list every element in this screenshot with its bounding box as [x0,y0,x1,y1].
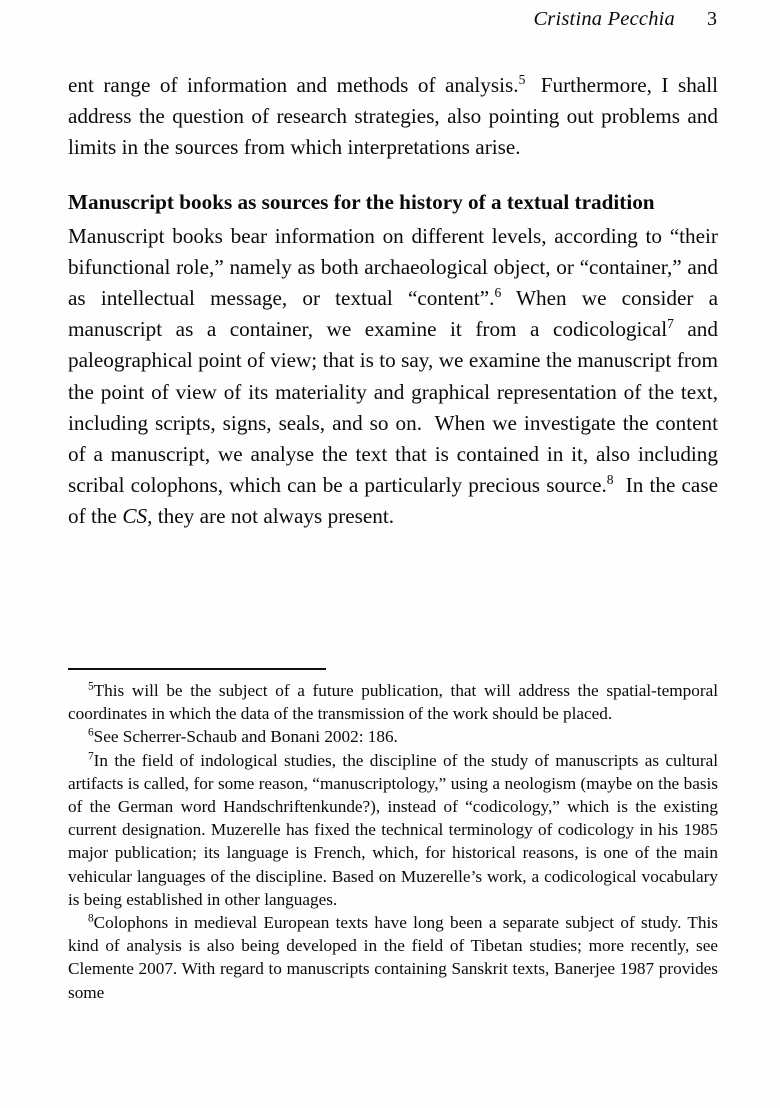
paragraph-2-part-6: , they are not always present. [147,504,395,529]
paragraph-1-part-2: Furthermore, I shall address the question of research strategies, also pointing out problems and limits in the sources from which interpretations arise. [68,73,718,160]
footnote-6-text: See Scherrer-Schaub and Bonani 2002: 186. [93,727,398,747]
footnote-6 [68,725,718,748]
footnote-mark-5: 5 [88,680,94,693]
running-head [68,8,717,38]
work-abbreviation-cs: CS [122,504,148,529]
paragraph-2-part-1: Manuscript books bear information on different levels, according to “their bifunctional role,” namely as both archaeological object, or “container,” and as intellectual message, or textual “content”. [68,223,718,311]
footnote-reference-7[interactable]: 7 [667,316,674,332]
footnote-7 [68,749,718,911]
footnote-area [68,679,718,1004]
section-heading: Manuscript books as sources for the history of a textual tradition [68,189,655,214]
footnote-reference-8[interactable]: 8 [606,472,614,488]
footnote-7-text: In the field of indological studies, the discipline of the study of manuscripts as cultural artifacts is called, for some reason, “manuscriptology,” using a neologism (maybe on the basis of the German word Handschriftenkunde?), instead of “codicology,” which is the existing current designation. Muzerelle has fixed the technical terminology of codicology in his 1985 major publication; its language is French, which, for historical reasons, is one of the main vehicular languages of the discipline. Based on Muzerelle’s work, a codicological vocabulary is being established in other languages. [68,750,718,909]
paragraph-2-part-4: When we investigate the content of a manuscript, we analyse the text that is contained in it, also including scribal colophons, which can be a particularly precious source. [68,410,718,498]
footnote-5-text: This will be the subject of a future publication, that will address the spatial-temporal coordinates in which the data of the transmission of the work should be placed. [68,681,718,724]
footnote-8 [68,911,718,1004]
paragraph-continuation [68,70,718,164]
footnote-reference-6[interactable]: 6 [494,284,502,300]
footnote-reference-5[interactable]: 5 [518,71,526,87]
paragraph-manuscript-books [68,217,718,533]
body-text-block [68,70,718,533]
footnote-mark-7: 7 [88,749,94,762]
footnote-separator-rule [68,668,326,670]
running-head-author: Cristina Pecchia [533,8,675,30]
footnote-mark-6: 6 [88,726,94,739]
footnote-8-text: Colophons in medieval European texts have long been a separate subject of study. This kind of analysis is also being developed in the field of Tibetan studies; more recently, see Clemente 2007. With regard to manuscripts containing Sanskrit texts, Banerjee 1987 provides some [68,913,718,1002]
paragraph-2-part-3: and paleographical point of view; that is to say, we examine the manuscript from the point of view of its materiality and graphical representation of the text, including scripts, signs, seals, and so on. [68,317,718,435]
footnote-5 [68,679,718,725]
page-number: 3 [707,8,717,30]
paragraph-1-part-1: ent range of information and methods of analysis. [68,73,519,97]
paragraph-2-part-2: When we consider a manuscript as a container, we examine it from a codicological [68,286,719,342]
paragraph-2-part-5: In the case of the [68,473,718,529]
footnote-mark-8: 8 [88,912,94,925]
